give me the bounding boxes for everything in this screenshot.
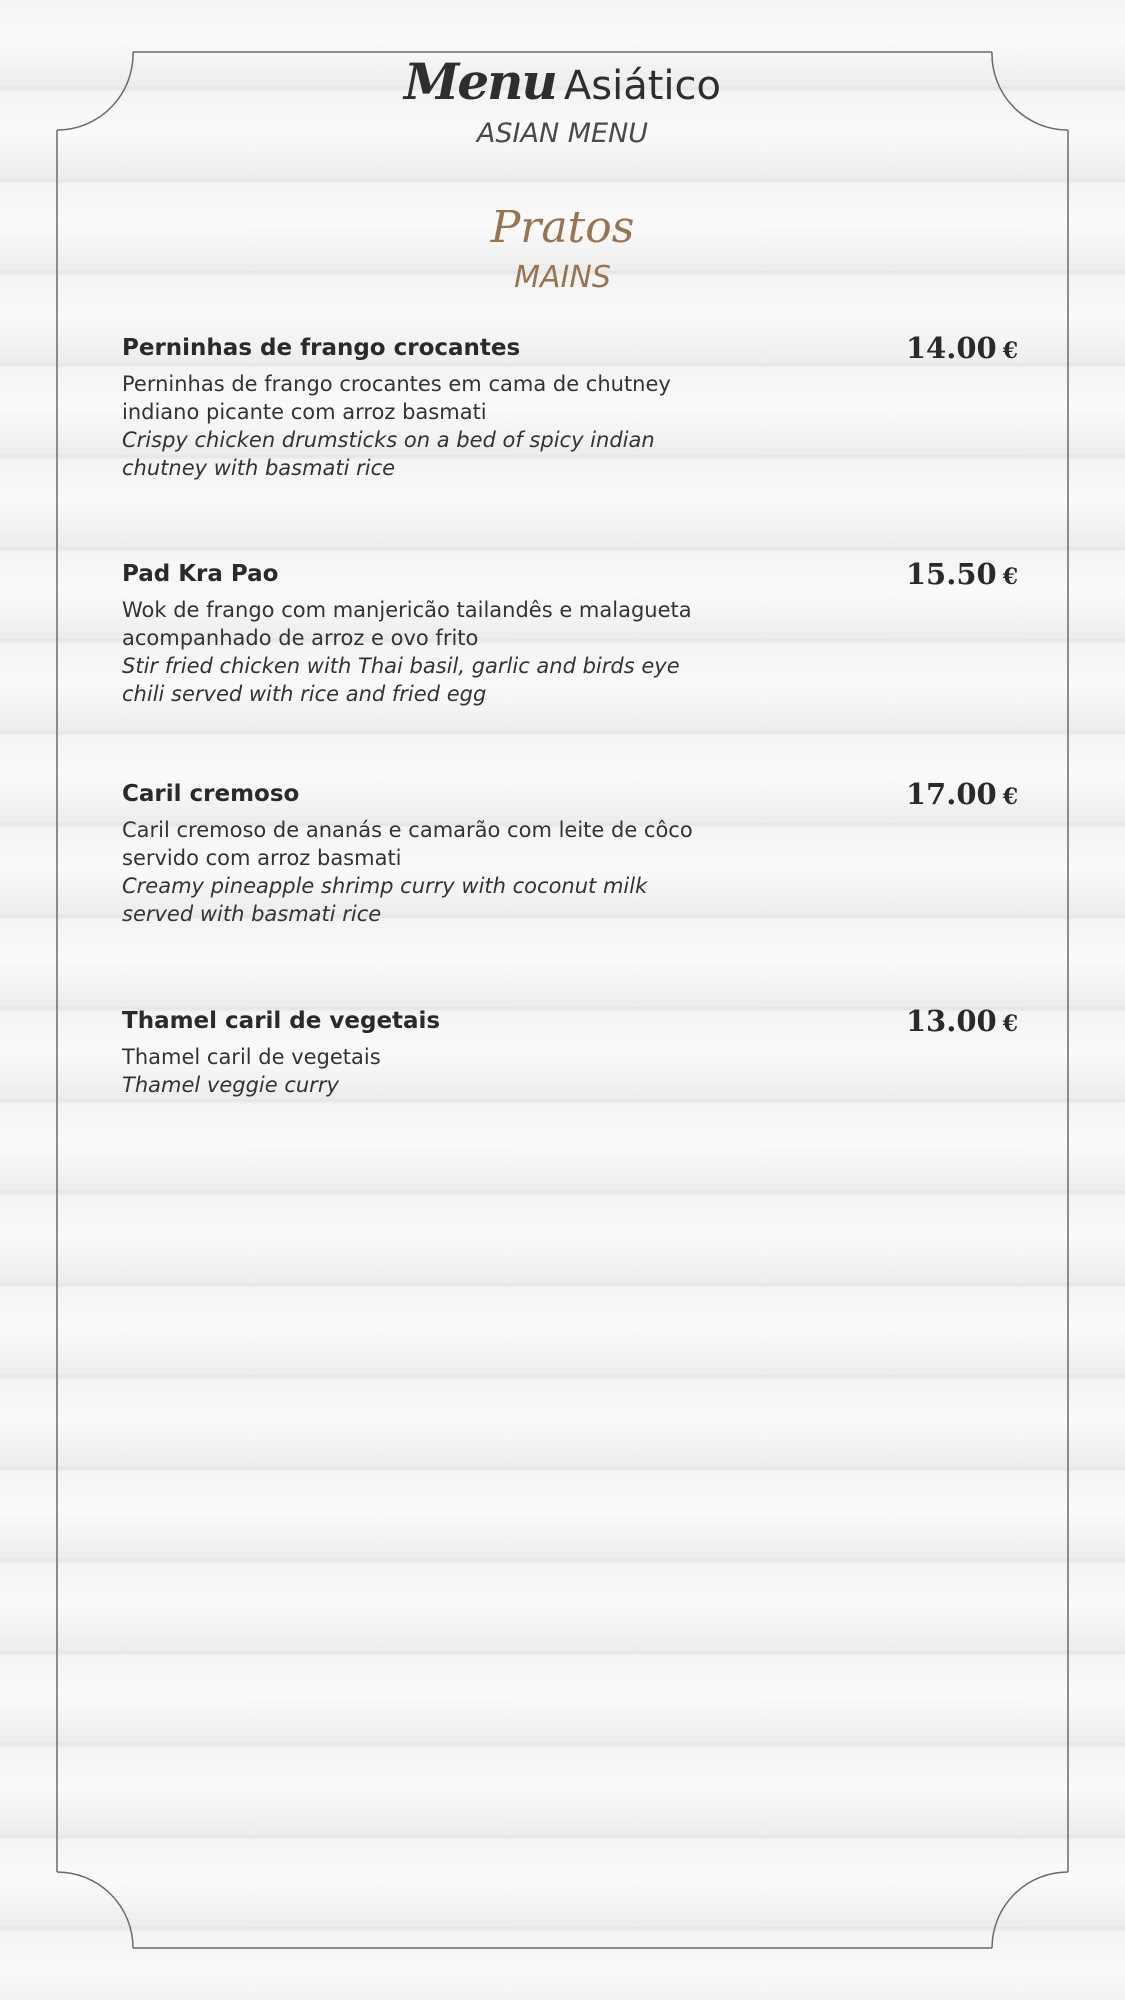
menu-title-script: Menu — [404, 52, 556, 111]
item-price — [906, 554, 1018, 597]
item-price-currency: € — [1002, 338, 1018, 364]
menu-item-thamel-caril — [122, 1003, 1018, 1099]
item-name: Thamel caril de vegetais — [122, 1008, 441, 1034]
item-price-value: 17.00 — [905, 777, 997, 811]
item-name: Caril cremoso — [122, 781, 300, 807]
item-price-value: 15.50 — [905, 557, 997, 591]
item-price-value: 13.00 — [905, 1004, 997, 1038]
item-price-currency: € — [1002, 784, 1018, 810]
item-description-pt: Wok de frango com manjericão tailandês e malagueta acompanhado de arroz e ovo frito — [122, 598, 692, 650]
item-description-en: Crispy chicken drumsticks on a bed of spicy indian chutney with basmati rice — [122, 428, 655, 480]
item-price-currency: € — [1002, 564, 1018, 590]
menu-title-main: Asiático — [563, 63, 721, 109]
item-name: Pad Kra Pao — [122, 561, 279, 587]
section-title: MAINS — [514, 260, 611, 295]
menu-subtitle: ASIAN MENU — [476, 118, 649, 149]
item-description-pt: Caril cremoso de ananás e camarão com leite de côco servido com arroz basmati — [122, 818, 693, 870]
item-price-value: 14.00 — [905, 331, 997, 365]
item-price — [906, 774, 1018, 817]
menu-title — [0, 52, 1125, 116]
item-price — [906, 1001, 1018, 1044]
item-name: Perninhas de frango crocantes — [122, 335, 521, 361]
item-description-pt: Perninhas de frango crocantes em cama de chutney indiano picante com arroz basmati — [122, 372, 671, 424]
menu-item-perninhas — [122, 330, 1018, 482]
section-title-script: Pratos — [490, 202, 635, 253]
item-price-currency: € — [1002, 1011, 1018, 1037]
item-description-en: Thamel veggie curry — [122, 1073, 339, 1097]
item-description-pt: Thamel caril de vegetais — [122, 1045, 381, 1069]
item-description-en: Stir fried chicken with Thai basil, garlic and birds eye chili served with rice and fried egg — [122, 654, 680, 706]
item-description-en: Creamy pineapple shrimp curry with coconut milk served with basmati rice — [122, 874, 648, 926]
item-price — [906, 328, 1018, 371]
menu-item-caril-cremoso — [122, 776, 1018, 928]
menu-item-pad-kra-pao — [122, 556, 1018, 708]
